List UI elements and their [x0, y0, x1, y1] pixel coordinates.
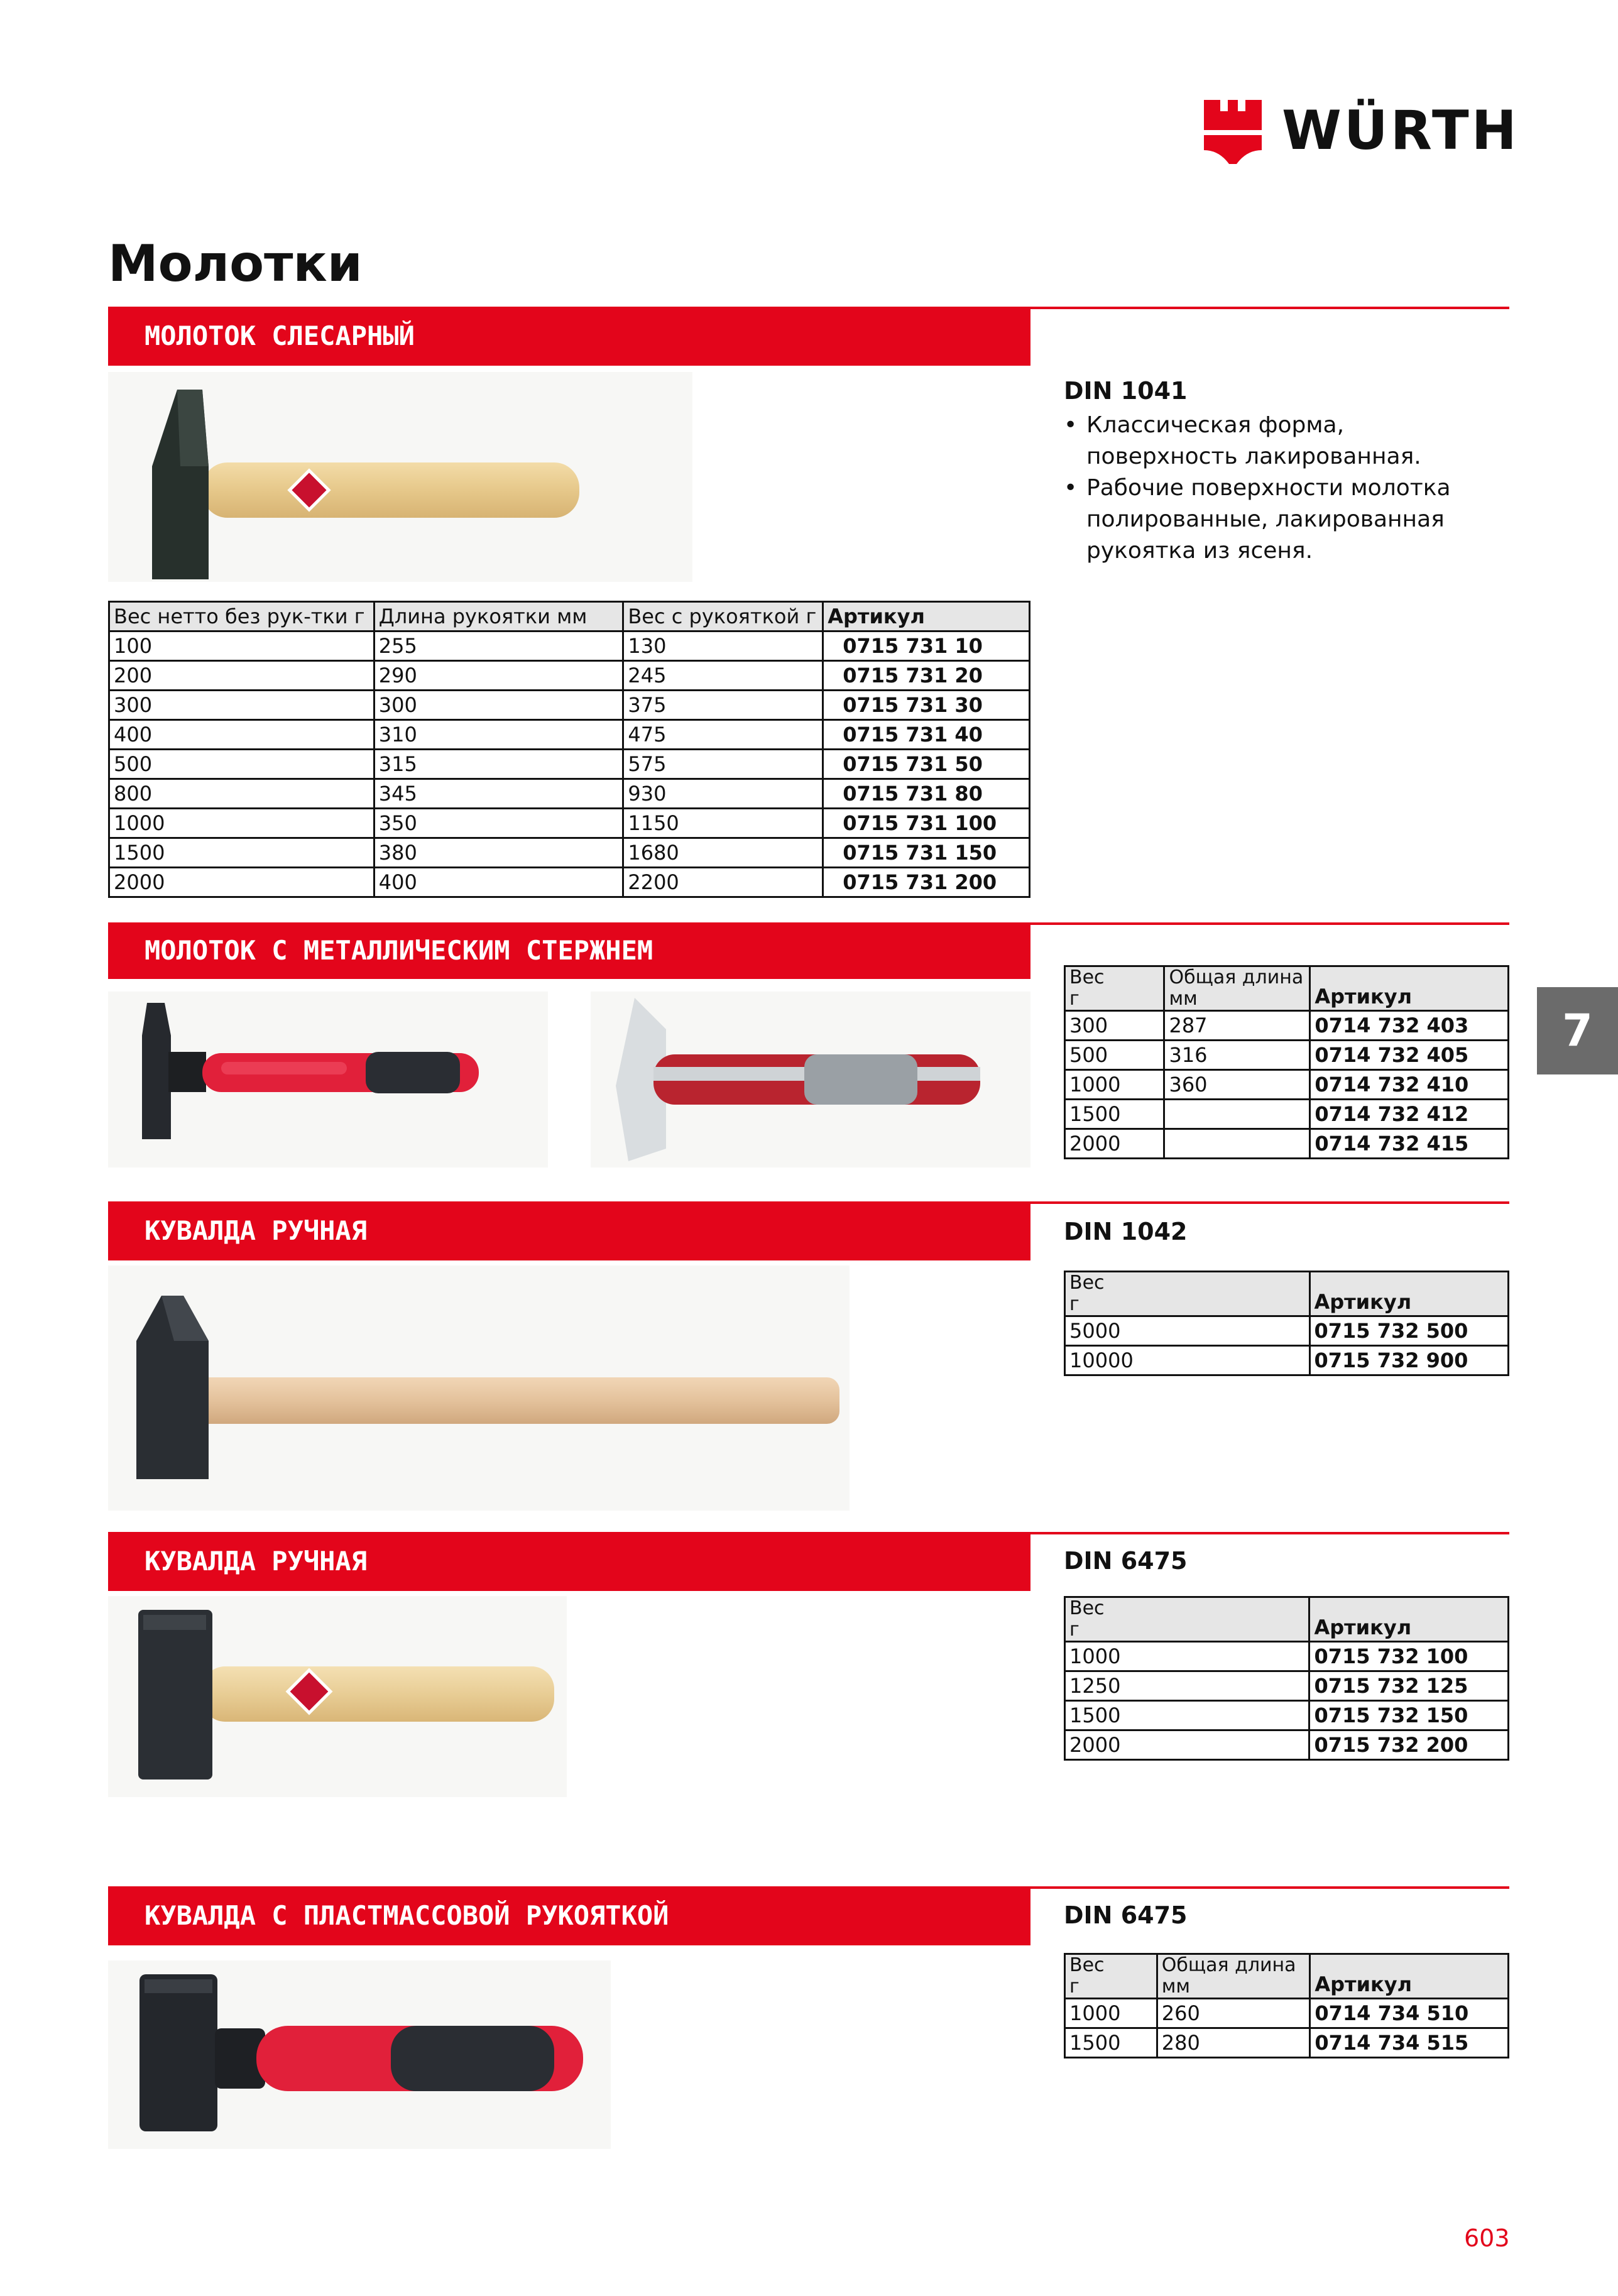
page-number: 603 [1464, 2224, 1510, 2252]
table-cell: 2000 [1065, 1129, 1164, 1159]
column-header: Артикул [1310, 1954, 1509, 1999]
column-header: Артикул [1309, 1272, 1509, 1316]
table-row [109, 868, 1030, 897]
table-cell: 280 [1157, 2028, 1310, 2058]
article-number[interactable]: 0715 731 30 [823, 691, 1030, 720]
section-rule [1030, 1532, 1509, 1534]
column-header: Вес с рукояткой г [623, 602, 823, 631]
table-cell: 260 [1157, 1999, 1310, 2028]
product-table [1064, 965, 1509, 1159]
article-number[interactable]: 0714 734 510 [1310, 1999, 1509, 2028]
table-row [1065, 1701, 1509, 1730]
table-cell: 300 [1065, 1011, 1164, 1041]
din-label: DIN 1042 [1064, 1218, 1188, 1245]
table-row [109, 838, 1030, 868]
article-number[interactable]: 0715 732 200 [1309, 1730, 1509, 1760]
table-cell: 310 [374, 720, 623, 750]
article-number[interactable]: 0715 731 100 [823, 809, 1030, 838]
article-number[interactable]: 0715 731 10 [823, 631, 1030, 661]
table-row [1065, 1999, 1509, 2028]
table-row [1065, 1346, 1509, 1375]
product-table [1064, 1596, 1509, 1761]
table-cell: 800 [109, 779, 374, 809]
article-number[interactable]: 0714 732 412 [1310, 1100, 1509, 1129]
din-label: DIN 6475 [1064, 1901, 1188, 1929]
article-number[interactable]: 0715 732 100 [1309, 1642, 1509, 1671]
table-cell: 350 [374, 809, 623, 838]
table-row [1065, 1011, 1509, 1041]
feature-item: • Рабочие поверхности молотка полированные, лакированная рукоятка из ясеня. [1064, 473, 1491, 567]
table-cell: 2200 [623, 868, 823, 897]
table-row [1065, 1041, 1509, 1070]
column-header: Вес г [1065, 1954, 1157, 1999]
table-row [1065, 2028, 1509, 2058]
table-cell: 400 [109, 720, 374, 750]
logo-wordmark: WÜRTH [1282, 99, 1519, 162]
table-row [1065, 1100, 1509, 1129]
table-cell: 1500 [109, 838, 374, 868]
article-number[interactable]: 0715 732 125 [1309, 1671, 1509, 1701]
table-cell: 360 [1164, 1070, 1310, 1100]
section-rule [1030, 1886, 1509, 1889]
article-number[interactable]: 0714 732 415 [1310, 1129, 1509, 1159]
product-image-locksmith-hammer [108, 372, 692, 582]
table-row [1065, 1671, 1509, 1701]
article-number[interactable]: 0715 731 20 [823, 661, 1030, 691]
table-cell: 315 [374, 750, 623, 779]
table-cell: 1500 [1065, 1701, 1309, 1730]
table-row [109, 720, 1030, 750]
section-title: МОЛОТОК СЛЕСАРНЫЙ [108, 307, 1030, 366]
table-row [109, 691, 1030, 720]
section-title: КУВАЛДА РУЧНАЯ [108, 1532, 1030, 1591]
article-number[interactable]: 0715 731 200 [823, 868, 1030, 897]
article-number[interactable]: 0715 732 500 [1309, 1316, 1509, 1346]
table-cell: 2000 [1065, 1730, 1309, 1760]
table-row [1065, 1642, 1509, 1671]
din-label: DIN 6475 [1064, 1547, 1188, 1575]
table-cell: 380 [374, 838, 623, 868]
table-cell: 316 [1164, 1041, 1310, 1070]
table-cell: 290 [374, 661, 623, 691]
table-row [109, 631, 1030, 661]
table-cell [1164, 1129, 1310, 1159]
table-cell: 575 [623, 750, 823, 779]
column-header: Артикул [1309, 1597, 1509, 1642]
table-cell: 1250 [1065, 1671, 1309, 1701]
section-title: КУВАЛДА С ПЛАСТМАССОВОЙ РУКОЯТКОЙ [108, 1886, 1030, 1945]
product-image-club-hammer [108, 1596, 567, 1797]
table-cell: 475 [623, 720, 823, 750]
table-row [1065, 1129, 1509, 1159]
article-number[interactable]: 0715 731 40 [823, 720, 1030, 750]
article-number[interactable]: 0715 732 150 [1309, 1701, 1509, 1730]
feature-list [1064, 410, 1491, 567]
table-row [109, 661, 1030, 691]
product-image-plastic-handle-club-hammer [108, 1960, 611, 2149]
table-row [109, 809, 1030, 838]
column-header: Вес нетто без рук-тки г [109, 602, 374, 631]
table-cell: 1150 [623, 809, 823, 838]
table-header-row [1065, 1597, 1509, 1642]
section-title: МОЛОТОК С МЕТАЛЛИЧЕСКИМ СТЕРЖНЕМ [108, 922, 1030, 979]
column-header: Артикул [823, 602, 1030, 631]
table-cell: 300 [374, 691, 623, 720]
table-cell: 2000 [109, 868, 374, 897]
table-header-row [109, 602, 1030, 631]
table-cell: 345 [374, 779, 623, 809]
column-header: Вес г [1065, 966, 1164, 1011]
chapter-tab[interactable]: 7 [1537, 987, 1618, 1074]
table-cell: 130 [623, 631, 823, 661]
article-number[interactable]: 0714 732 405 [1310, 1041, 1509, 1070]
column-header: Общая длина мм [1164, 966, 1310, 1011]
article-number[interactable]: 0714 732 403 [1310, 1011, 1509, 1041]
product-image-sledgehammer [108, 1266, 850, 1511]
table-cell: 245 [623, 661, 823, 691]
table-cell: 930 [623, 779, 823, 809]
section-title: КУВАЛДА РУЧНАЯ [108, 1201, 1030, 1260]
table-cell: 5000 [1065, 1316, 1310, 1346]
table-cell [1164, 1100, 1310, 1129]
article-number[interactable]: 0715 731 80 [823, 779, 1030, 809]
table-header-row [1065, 1272, 1509, 1316]
wurth-logo-mark-icon [1201, 97, 1264, 167]
article-number[interactable]: 0714 734 515 [1310, 2028, 1509, 2058]
table-row [1065, 1316, 1509, 1346]
table-cell: 1000 [1065, 1070, 1164, 1100]
product-table [1064, 1271, 1509, 1376]
table-cell: 1000 [1065, 1999, 1157, 2028]
table-cell: 200 [109, 661, 374, 691]
table-cell: 1500 [1065, 2028, 1157, 2058]
section-rule [1030, 307, 1509, 309]
article-number[interactable]: 0715 732 900 [1309, 1346, 1509, 1375]
article-number[interactable]: 0715 731 50 [823, 750, 1030, 779]
table-cell: 10000 [1065, 1346, 1310, 1375]
column-header: Вес г [1065, 1272, 1310, 1316]
product-image-steel-shaft-hammer-cutaway [591, 992, 1030, 1167]
table-cell: 400 [374, 868, 623, 897]
column-header: Вес г [1065, 1597, 1309, 1642]
table-header-row [1065, 1954, 1509, 1999]
table-cell: 500 [1065, 1041, 1164, 1070]
product-table [1064, 1953, 1509, 2058]
din-label: DIN 1041 [1064, 377, 1188, 405]
product-image-steel-shaft-hammer [108, 992, 548, 1167]
table-header-row [1065, 966, 1509, 1011]
column-header: Общая длина мм [1157, 1954, 1310, 1999]
section-rule [1030, 1201, 1509, 1204]
table-cell: 100 [109, 631, 374, 661]
table-row [109, 779, 1030, 809]
table-cell: 1500 [1065, 1100, 1164, 1129]
table-cell: 500 [109, 750, 374, 779]
table-cell: 1000 [109, 809, 374, 838]
table-cell: 287 [1164, 1011, 1310, 1041]
table-cell: 300 [109, 691, 374, 720]
page-title: Молотки [108, 234, 363, 293]
article-number[interactable]: 0715 731 150 [823, 838, 1030, 868]
table-row [1065, 1730, 1509, 1760]
feature-item: • Классическая форма, поверхность лакированная. [1064, 410, 1491, 473]
table-row [109, 750, 1030, 779]
article-number[interactable]: 0714 732 410 [1310, 1070, 1509, 1100]
column-header: Артикул [1310, 966, 1509, 1011]
table-cell: 375 [623, 691, 823, 720]
table-cell: 1680 [623, 838, 823, 868]
table-cell: 255 [374, 631, 623, 661]
section-rule [1030, 922, 1509, 925]
product-table [108, 601, 1030, 898]
table-cell: 1000 [1065, 1642, 1309, 1671]
column-header: Длина рукоятки мм [374, 602, 623, 631]
table-row [1065, 1070, 1509, 1100]
